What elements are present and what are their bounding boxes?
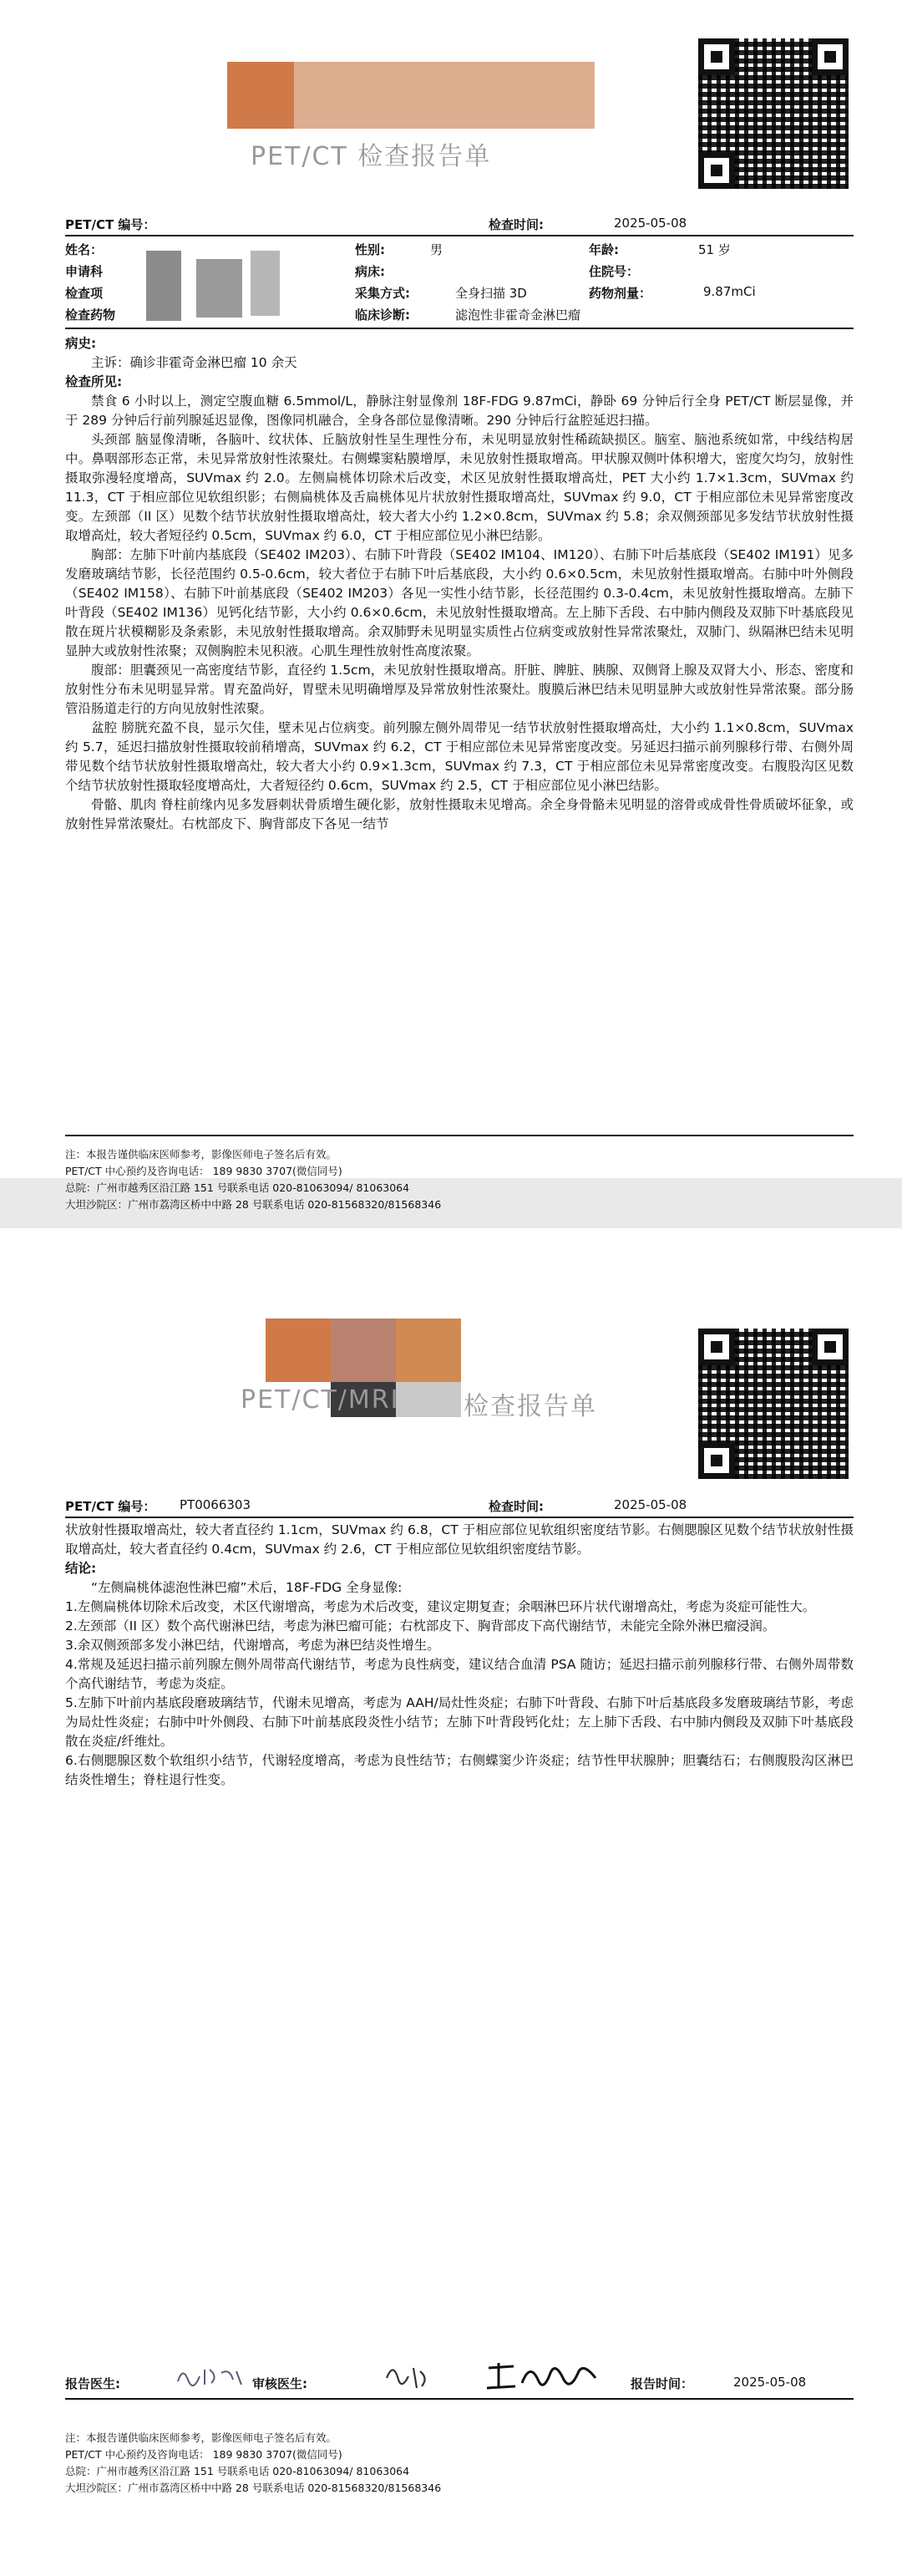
sex-label: 性别:	[355, 242, 385, 257]
redaction-mosaic	[251, 251, 280, 316]
qr-code	[698, 38, 849, 189]
footer-note: 注：本报告谨供临床医师参考，影像医师电子签名后有效。	[65, 1148, 337, 1161]
findings-paragraph: 胸部：左肺下叶前内基底段（SE402 IM203）、右肺下叶背段（SE402 IM104、IM120）、右肺下叶后基底段（SE402 IM191）见多发磨玻璃结节影，长径范围约 0.5-0.6cm，较大者位于右肺下叶后基底段，大小约 0.6×0.5cm，未见放射性摄取增高。右肺中叶外侧段（SE402 IM158）、右肺下叶前基底段（SE402 IM203）各见一实性小结节影，长径范围约 0.3-0.4cm，未见放射性摄取增高。左肺下叶背段（SE402 IM136）见钙化结节影，大小约 0.6×0.6cm，未见放射性摄取增高。左上肺下舌段、右中肺内侧段及双肺下叶基底段见散在斑片状模糊影及条索影，未见放射性摄取增高。余双肺野未见明显实质性占位病变或放射性异常浓聚灶，双肺门、纵隔淋巴结未见明显肿大或放射性浓聚；双侧胸腔未见积液。心肌生理性放射性高度浓聚。	[65, 547, 854, 658]
findings-continuation: 状放射性摄取增高灶，较大者直径约 1.1cm，SUVmax 约 6.8，CT 于相应部位见软组织密度结节影。右侧腮腺区见数个结节状放射性摄取增高灶，较大者直径约 0.4cm，SUVmax 约 2.6，CT 于相应部位见软组织密度结节影。	[65, 1522, 854, 1557]
footer-phone: PET/CT 中心预约及咨询电话： 189 9830 3707(微信同号)	[65, 1165, 342, 1177]
exam-time-value: 2025-05-08	[614, 216, 687, 231]
report-date-value: 2025-05-08	[733, 2375, 807, 2390]
report-date-label: 报告时间：	[631, 2376, 694, 2391]
footer-address-main: 总院：广州市越秀区沿江路 151 号联系电话 020-81063094/ 81063064	[65, 2465, 410, 2477]
findings-paragraph: 盆腔 膀胱充盈不良，显示欠佳，壁未见占位病变。前列腺左侧外周带见一结节状放射性摄取增高灶，大小约 1.1×0.8cm，SUVmax 约 5.7，延迟扫描放射性摄取较前稍增高，SUVmax 约 6.2，CT 于相应部位未见异常密度改变。另延迟扫描示前列腺移行带、右侧外周带见数个结节状放射性摄取增高灶，较大者大小约 0.9×1.3cm，SUVmax 约 7.3，CT 于相应部位未见异常密度改变。右腹股沟区见数个结节状放射性摄取轻度增高灶，大者短径约 0.6cm，SUVmax 约 2.5，CT 于相应部位见小淋巴结影。	[65, 720, 854, 793]
exam-time-value: 2025-05-08	[614, 1497, 687, 1512]
footer-note: 注：本报告谨供临床医师参考，影像医师电子签名后有效。	[65, 2431, 337, 2444]
conclusion-label: 结论:	[65, 1561, 97, 1576]
bed-label: 病床:	[355, 264, 385, 279]
age-label: 年龄:	[589, 242, 619, 257]
redaction-mosaic	[196, 259, 242, 318]
age-value: 51 岁	[698, 242, 731, 257]
header-divider	[65, 1517, 854, 1518]
report-no-value: PT0066303	[180, 1497, 251, 1512]
report-page-1	[0, 0, 902, 1211]
report-title-fragment: 检查报告单	[464, 1392, 597, 1421]
exam-drug-label: 检查药物	[65, 307, 116, 323]
conclusion-item: 2.左颈部（II 区）数个高代谢淋巴结，考虑为淋巴瘤可能；右枕部皮下、胸背部皮下高代谢结节，未能完全除外淋巴瘤浸润。	[65, 1618, 776, 1633]
exam-item-label: 检查项	[65, 286, 104, 301]
signature-divider	[65, 2398, 854, 2400]
conclusion-item: 6.右侧腮腺区数个软组织小结节，代谢轻度增高，考虑为良性结节；右侧蝶窦少许炎症；结节性甲状腺肿；胆囊结石；右侧腹股沟区淋巴结炎性增生；脊柱退行性变。	[65, 1753, 854, 1787]
exam-time-label: 检查时间:	[489, 1499, 544, 1514]
reviewer-label: 审核医生:	[252, 2376, 307, 2391]
report-page-2	[0, 1228, 902, 2576]
sex-value: 男	[430, 242, 443, 257]
conclusion-item: 3.余双侧颈部多发小淋巴结，代谢增高，考虑为淋巴结炎性增生。	[65, 1638, 440, 1653]
inpatient-no-label: 住院号：	[589, 264, 640, 279]
acquisition-label: 采集方式:	[355, 286, 410, 301]
report-title-fragment: PET/CT/MRI	[241, 1385, 400, 1415]
conclusion-item: 4.常规及延迟扫描示前列腺左侧外周带高代谢结节，考虑为良性病变，建议结合血清 PSA 随访；延迟扫描示前列腺移行带、右侧外周带数个高代谢结节，考虑为炎症。	[65, 1657, 854, 1691]
qr-code	[698, 1329, 849, 1479]
dose-value: 9.87mCi	[703, 284, 756, 299]
dose-label: 药物剂量：	[589, 286, 652, 301]
header-divider	[65, 235, 854, 236]
footer-divider	[65, 1135, 854, 1136]
footer-phone: PET/CT 中心预约及咨询电话： 189 9830 3707(微信同号)	[65, 2448, 342, 2461]
findings-label: 检查所见:	[65, 374, 123, 389]
report-title-fragment: PET/CT 检查报告单	[251, 142, 492, 171]
reporter-signature-image	[171, 2358, 246, 2391]
redacted-logo-block	[227, 62, 294, 129]
conclusion-intro: “左侧扁桃体滤泡性淋巴瘤”术后，18F-FDG 全身显像:	[91, 1580, 403, 1595]
report-no-label: PET/CT 编号：	[65, 217, 156, 232]
conclusion-item: 5.左肺下叶前内基底段磨玻璃结节，代谢未见增高，考虑为 AAH/局灶性炎症；右肺下叶背段、右肺下叶后基底段多发磨玻璃结节影，考虑为局灶性炎症；右肺中叶外侧段、右肺下叶前基底段炎性小结节；左肺下叶背段钙化灶；左上肺下舌段、右中肺内侧段及双肺下叶基底段散在炎症/纤维灶。	[65, 1695, 854, 1749]
report-no-label: PET/CT 编号：	[65, 1499, 156, 1514]
redacted-logo-block	[266, 1318, 331, 1382]
clinical-dx-value: 滤泡性非霍奇金淋巴瘤	[455, 307, 581, 323]
page-footer	[65, 2430, 854, 2497]
history-label: 病史:	[65, 336, 97, 351]
findings-paragraph: 骨骼、肌肉 脊柱前缘内见多发唇刺状骨质增生硬化影，放射性摄取未见增高。余全身骨骼未见明显的溶骨或成骨性骨质破坏征象，或放射性异常浓聚灶。右枕部皮下、胸背部皮下各见一结节	[65, 797, 854, 831]
footer-address-branch: 大坦沙院区：广州市荔湾区桥中中路 28 号联系电话 020-81568320/81568346	[65, 2482, 442, 2494]
reporter-label: 报告医生:	[65, 2376, 120, 2391]
conclusion-item: 1.左侧扁桃体切除术后改变，术区代谢增高，考虑为术后改变，建议定期复查；余咽淋巴环片状代谢增高灶，考虑为炎症可能性大。	[65, 1599, 816, 1614]
exam-time-label: 检查时间:	[489, 217, 544, 232]
redacted-logo-block	[331, 1318, 396, 1382]
name-label: 姓名：	[65, 242, 104, 257]
findings-paragraph: 头颈部 脑显像清晰，各脑叶、纹状体、丘脑放射性呈生理性分布，未见明显放射性稀疏缺损区。脑室、脑池系统如常，中线结构居中。鼻咽部形态正常，未见异常放射性浓聚灶。右侧蝶窦粘膜增厚，未见放射性摄取增高。甲状腺双侧叶体积增大，密度欠均匀，放射性摄取弥漫轻度增高，SUVmax 约 2.0。左侧扁桃体切除术后改变，术区见放射性摄取增高灶，PET 大小约 1.7×1.3cm，SUVmax 约 11.3，CT 于相应部位见软组织影；右侧扁桃体及舌扁桃体见片状放射性摄取增高灶，SUVmax 约 9.0，CT 于相应部位未见异常密度改变。左颈部（II 区）见数个结节状放射性摄取增高灶，较大者大小约 1.2×0.8cm，SUVmax 约 5.8；余双侧颈部见多发结节状放射性摄取增高灶，较大者短径约 0.5cm，SUVmax 约 6.0，CT 于相应部位见小淋巴结影。	[65, 432, 854, 543]
dept-label: 申请科	[65, 264, 104, 279]
conclusion-section	[65, 1521, 854, 1790]
footer-address-branch: 大坦沙院区：广州市荔湾区桥中中路 28 号联系电话 020-81568320/81568346	[65, 1198, 442, 1211]
acquisition-value: 全身扫描 3D	[455, 286, 527, 301]
redacted-title-block	[294, 62, 595, 129]
findings-section	[65, 334, 854, 834]
clinical-dx-label: 临床诊断:	[355, 307, 410, 323]
info-divider	[65, 328, 854, 329]
findings-paragraph: 禁食 6 小时以上，测定空腹血糖 6.5mmol/L，静脉注射显像剂 18F-FDG 9.87mCi，静卧 69 分钟后行全身 PET/CT 断层显像，并于 289 分钟后行前列腺延迟显像，图像同机融合，全身各部位显像清晰。290 分钟后行盆腔延迟扫描。	[65, 394, 854, 428]
chief-complaint: 主诉：确诊非霍奇金淋巴瘤 10 余天	[91, 355, 297, 370]
footer-address-main: 总院：广州市越秀区沿江路 151 号联系电话 020-81063094/ 81063064	[65, 1181, 410, 1194]
redacted-logo-block	[396, 1318, 461, 1382]
redacted-logo-block	[396, 1382, 461, 1417]
redaction-mosaic	[146, 251, 181, 321]
page-footer	[65, 1146, 854, 1213]
reviewer-signature-image	[380, 2353, 606, 2400]
findings-paragraph: 腹部：胆囊颈见一高密度结节影，直径约 1.5cm，未见放射性摄取增高。肝脏、脾脏、胰腺、双侧肾上腺及双肾大小、形态、密度和放射性分布未见明显异常。胃充盈尚好，胃壁未见明确增厚及异常放射性浓聚灶。腹膜后淋巴结未见明显肿大或放射性异常浓聚。部分肠管沿肠道走行的方向见放射性浓聚。	[65, 663, 854, 716]
